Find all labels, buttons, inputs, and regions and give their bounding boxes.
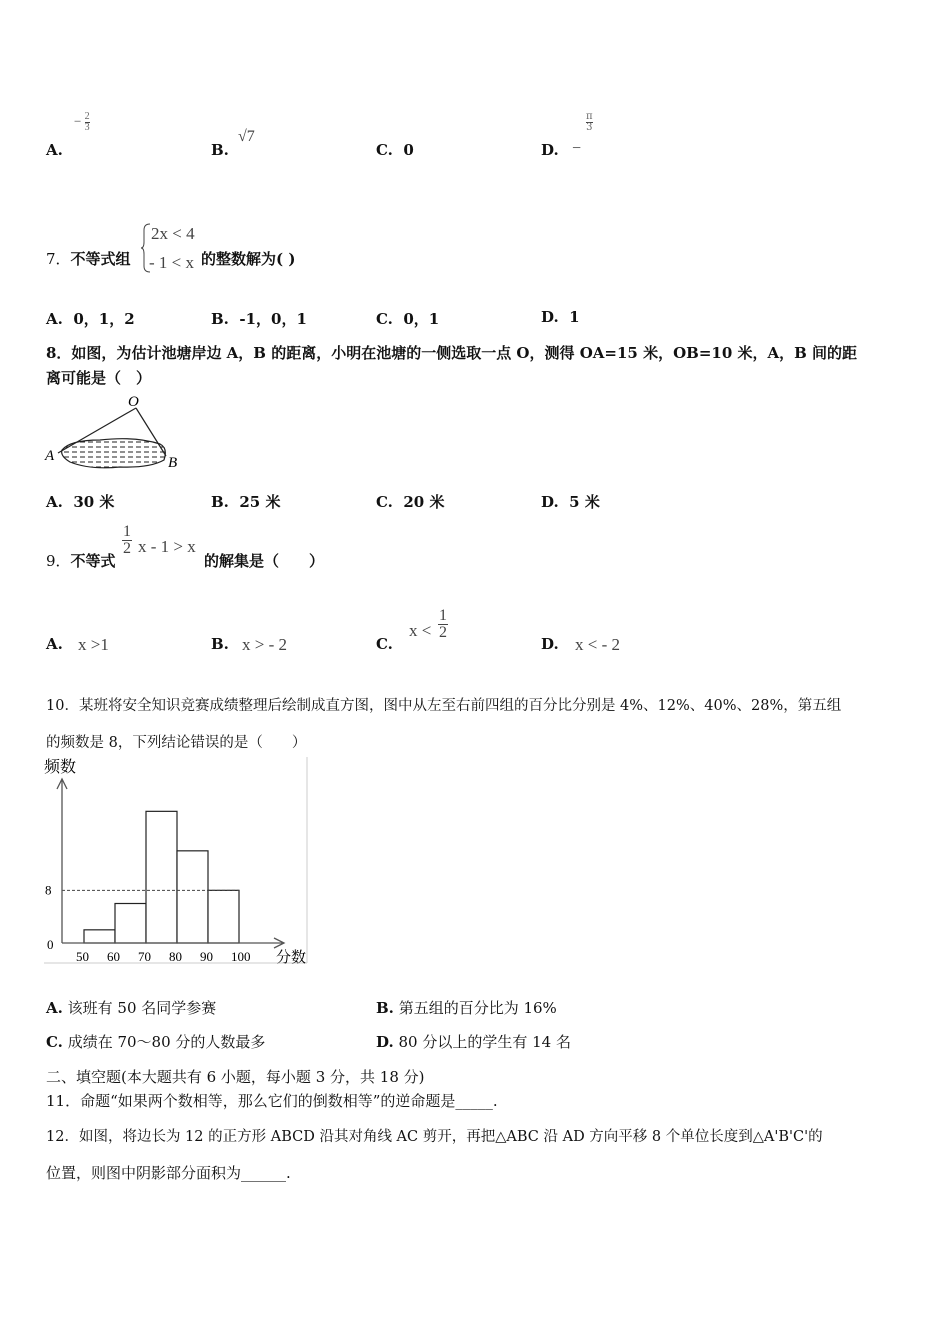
q6-option-b-expr: √7 <box>238 128 255 145</box>
fraction <box>85 112 90 133</box>
q7-stem-post: 的整数解为( ) <box>201 250 296 268</box>
point-b-label: B <box>168 455 178 471</box>
numerator: 1 <box>123 523 131 540</box>
q9-stem-pre <box>46 550 116 571</box>
option-label: A. <box>46 310 63 328</box>
y-axis-label: 频数 <box>44 759 77 776</box>
option-value: 第五组的百分比为 16% <box>398 999 557 1017</box>
q7-option-a <box>46 308 135 329</box>
denominator: 2 <box>123 540 131 557</box>
option-label: B. <box>211 310 229 328</box>
q9-option-c-fraction <box>438 608 448 641</box>
q8-stem-line1: 8．如图，为估计池塘岸边 A，B 的距离，小明在池塘的一侧选取一点 O，测得 OA=15 米，OB=10 米，A，B 间的距 <box>46 344 858 362</box>
question-number: 9． <box>46 552 71 570</box>
q10-option-a <box>46 997 216 1018</box>
q7-system-line1: 2x < 4 <box>151 224 195 243</box>
q10-option-d <box>376 1031 571 1052</box>
histogram-bar-80-90 <box>177 851 208 943</box>
question-text: 不等式 <box>70 552 116 570</box>
option-label: A. <box>46 493 63 511</box>
option-value: 25 米 <box>239 493 281 511</box>
q9-inequality: x - 1 > x <box>138 537 196 556</box>
q10-stem-line2: 的频数是 8，下列结论错误的是（ ） <box>46 735 307 751</box>
option-value: 1 <box>569 308 580 326</box>
q6-option-b-label: B. <box>211 141 229 159</box>
q9-option-b-expr: x > - 2 <box>242 635 287 654</box>
q8-option-c <box>376 491 444 512</box>
option-value: 30 米 <box>73 493 115 511</box>
option-value: 5 米 <box>569 493 600 511</box>
q10-option-b <box>376 997 557 1018</box>
option-value: 20 米 <box>403 493 445 511</box>
histogram-bar-50-60 <box>84 930 115 943</box>
q8-pond-figure <box>40 390 190 480</box>
point-a-label: A <box>45 448 55 464</box>
q7-option-c <box>376 308 439 329</box>
option-label: A. <box>46 999 63 1017</box>
option-value: 0 <box>403 141 414 159</box>
minus-sign: − <box>74 113 82 129</box>
q7-option-d <box>541 308 580 326</box>
q8-option-d <box>541 491 600 512</box>
pond-shape <box>62 439 166 468</box>
option-value: 80 分以上的学生有 14 名 <box>398 1033 571 1051</box>
q6-option-a-expr <box>74 112 90 133</box>
denominator: 3 <box>586 122 593 133</box>
option-value: 成绩在 70～80 分的人数最多 <box>67 1033 266 1051</box>
q12-stem-line2: 位置，则图中阴影部分面积为______. <box>46 1164 291 1182</box>
q7-system-line2: - 1 < x <box>149 253 194 272</box>
numerator: 2 <box>84 111 90 122</box>
question-text: 不等式组 <box>70 250 131 268</box>
point-o-label: O <box>128 394 139 410</box>
option-label: C. <box>376 310 393 328</box>
q9-fraction <box>122 524 132 557</box>
denominator: 3 <box>84 122 90 133</box>
x-tick-label: 60 <box>107 949 120 964</box>
x-tick-label: 80 <box>169 949 182 964</box>
histogram-bar-60-70 <box>115 904 146 944</box>
option-label: B. <box>376 999 394 1017</box>
numerator: π <box>586 111 593 122</box>
q7-option-b <box>211 308 307 329</box>
x-tick-label: 70 <box>138 949 151 964</box>
q9-option-c-expr: x < <box>409 621 432 640</box>
q9-option-a-label: A. <box>46 635 63 653</box>
q6-option-d-label: D. <box>541 141 559 159</box>
histogram-chart <box>40 755 312 970</box>
x-tick-label: 100 <box>231 949 251 964</box>
q6-option-c <box>376 141 414 159</box>
section-2-title: 二、填空题(本大题共有 6 小题，每小题 3 分，共 18 分) <box>46 1068 425 1086</box>
q6-option-d-minus: − <box>572 140 582 157</box>
option-label: C. <box>376 141 393 159</box>
x-axis-label: 分数 <box>276 950 307 966</box>
q9-option-d-label: D. <box>541 635 559 653</box>
q10-option-c <box>46 1031 265 1052</box>
q9-option-b-label: B. <box>211 635 229 653</box>
q10-stem-line1: 10．某班将安全知识竞赛成绩整理后绘制成直方图，图中从左至右前四组的百分比分别是 4%、12%、40%、28%，第五组 <box>46 698 842 714</box>
option-value: 0，1 <box>403 310 440 328</box>
y-tick-label: 8 <box>45 882 52 898</box>
q6-option-a-label: A. <box>46 141 63 159</box>
numerator: 1 <box>439 607 447 624</box>
histogram-bar-90-100 <box>208 890 239 943</box>
q9-option-a-expr: x >1 <box>78 635 109 654</box>
x-tick-label: 50 <box>76 949 89 964</box>
q6-option-d-fraction <box>586 112 593 133</box>
option-label: C. <box>46 1033 63 1051</box>
option-label: D. <box>376 1033 394 1051</box>
x-tick-label: 90 <box>200 949 213 964</box>
q9-stem-post: 的解集是（ ） <box>204 552 325 570</box>
question-number: 7． <box>46 250 71 268</box>
option-value: 该班有 50 名同学参赛 <box>67 999 217 1017</box>
option-label: C. <box>376 493 393 511</box>
q11-text: 11．命题“如果两个数相等，那么它们的倒数相等”的逆命题是_____. <box>46 1092 498 1110</box>
y-tick-label: 0 <box>47 937 54 952</box>
denominator: 2 <box>439 624 447 641</box>
q9-option-d-expr: x < - 2 <box>575 635 620 654</box>
q9-option-c-label: C. <box>376 635 393 653</box>
q8-option-a <box>46 491 114 512</box>
option-label: D. <box>541 493 559 511</box>
option-value: -1，0，1 <box>239 310 307 328</box>
option-label: D. <box>541 308 559 326</box>
q8-stem-line2: 离可能是（ ） <box>46 369 152 387</box>
q12-stem-line1: 12．如图，将边长为 12 的正方形 ABCD 沿其对角线 AC 剪开，再把△ABC 沿 AD 方向平移 8 个单位长度到△A'B'C'的 <box>46 1129 823 1145</box>
q8-option-b <box>211 491 280 512</box>
histogram-bar-70-80 <box>146 811 177 943</box>
option-label: B. <box>211 493 229 511</box>
q7-stem-pre <box>46 248 131 269</box>
option-value: 0，1，2 <box>73 310 135 328</box>
